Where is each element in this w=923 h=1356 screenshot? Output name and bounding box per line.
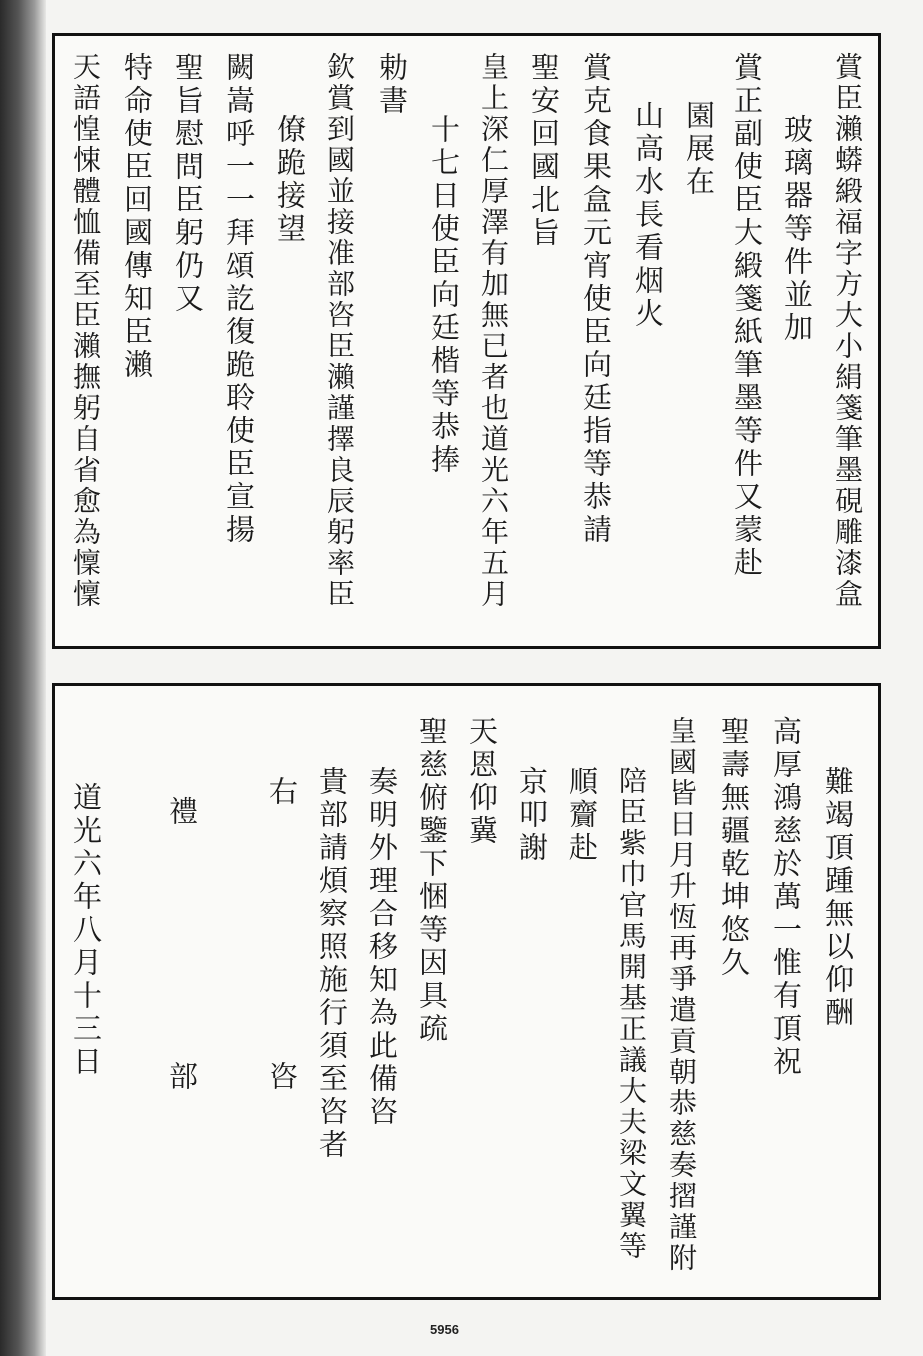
top-document-panel [52, 33, 881, 649]
text-column: 聖安回國北旨 [527, 52, 561, 250]
text-column: 順齎赴 [565, 766, 599, 865]
text-column: 天語惶悚體恤備至臣瀨撫躬自省愈為懍懍 [69, 52, 102, 610]
text-column: 右 [265, 776, 299, 809]
bottom-document-panel [52, 683, 881, 1300]
text-column: 陪臣紫巾官馬開基正議大夫梁文翼等 [615, 766, 648, 1262]
text-column: 京叩謝 [515, 766, 549, 865]
text-column: 賞正副使臣大緞箋紙筆墨等件又蒙赴 [730, 52, 764, 580]
text-column: 賞克食果盒元宵使臣向廷指等恭請 [579, 52, 613, 547]
text-column: 皇上深仁厚澤有加無已者也道光六年五月 [477, 52, 510, 610]
text-column: 賞臣瀨蟒緞福字方大小絹箋筆墨硯雕漆盒 [831, 52, 864, 610]
text-column: 特命使臣回國傳知臣瀨 [120, 52, 154, 382]
text-column: 十七日使臣向廷楷等恭捧 [427, 114, 461, 477]
text-column: 奏明外理合移知為此備咨 [365, 766, 399, 1129]
text-column: 高厚鴻慈於萬一惟有頂祝 [769, 716, 803, 1079]
text-column: 咨 [265, 1061, 299, 1094]
text-column: 貴部請煩察照施行須至咨者 [315, 766, 349, 1162]
book-spine-shadow [0, 0, 46, 1356]
text-column: 難竭頂踵無以仰酬 [821, 766, 855, 1030]
text-column: 園展在 [682, 100, 716, 199]
text-column: 禮 [165, 796, 199, 829]
top-columns [55, 36, 878, 646]
text-column: 聖慈俯鑒下悃等因具疏 [415, 716, 449, 1046]
date-column: 道光六年八月十三日 [69, 782, 103, 1079]
text-column: 天恩仰冀 [465, 716, 499, 848]
text-column: 僚跪接望 [273, 114, 307, 246]
page-number: 5956 [430, 1322, 459, 1337]
text-column: 闕嵩呼一一拜頌訖復跪聆使臣宣揚 [222, 52, 256, 547]
text-column: 部 [165, 1061, 199, 1094]
text-column: 欽賞到國並接准部咨臣瀨謹擇良辰躬率臣 [323, 52, 356, 610]
text-column: 山高水長看烟火 [631, 100, 665, 331]
bottom-columns [55, 686, 878, 1297]
text-column: 聖壽無疆乾坤悠久 [717, 716, 751, 980]
text-column: 玻璃器等件並加 [780, 114, 814, 345]
text-column: 聖旨慰問臣躬仍又 [171, 52, 205, 316]
text-column: 皇國皆日月升恆再爭遣貢朝恭慈奏摺謹附 [665, 716, 698, 1274]
text-column: 勅書 [375, 52, 409, 118]
